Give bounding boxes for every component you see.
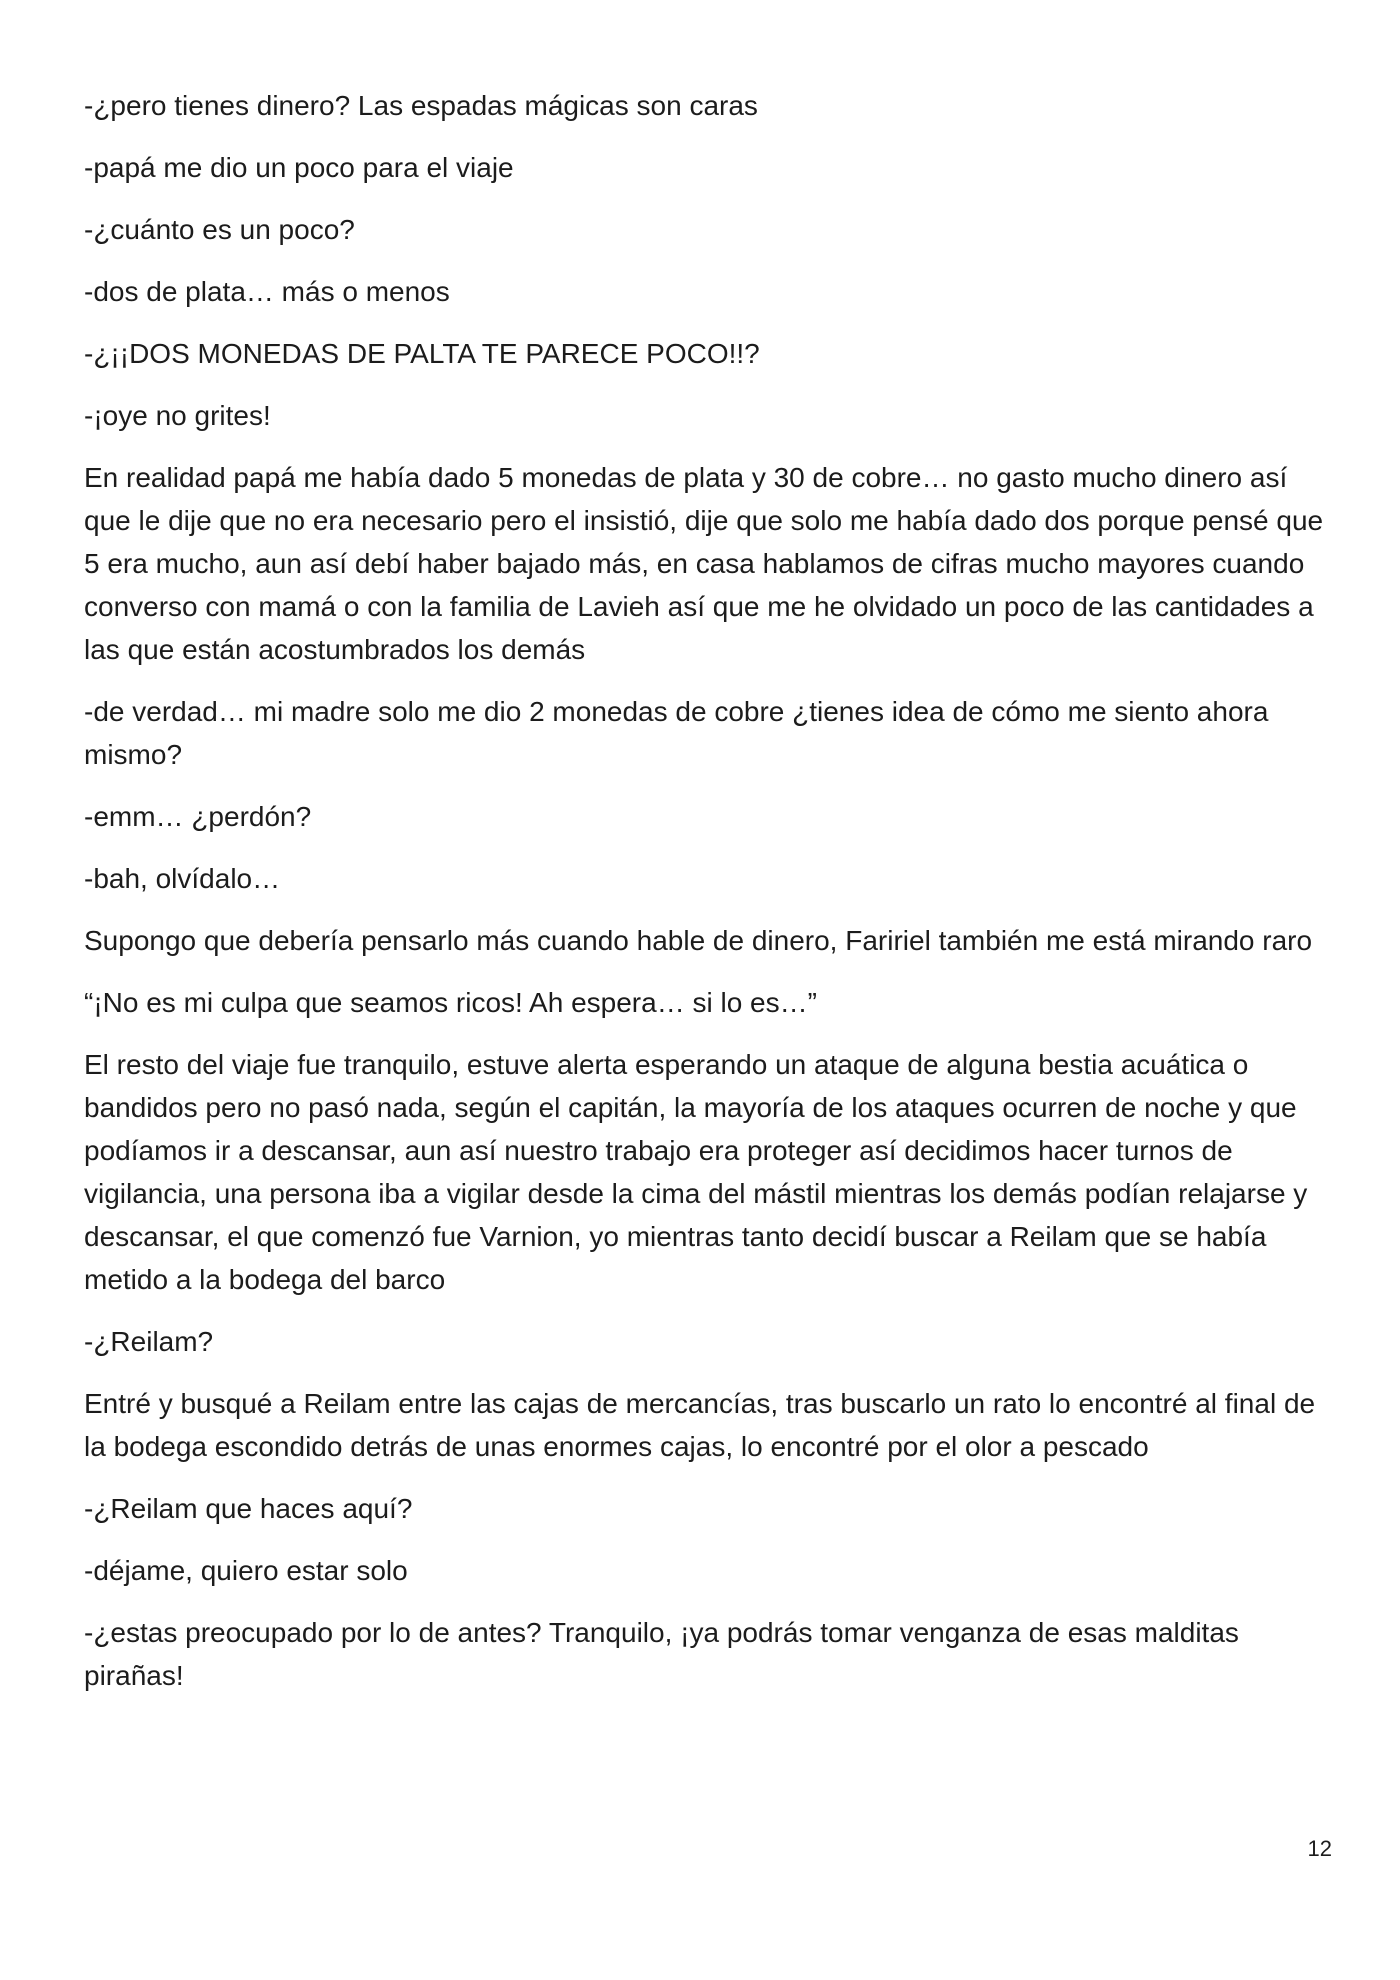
paragraph: -¡oye no grites! <box>84 400 271 431</box>
paragraph: En realidad papá me había dado 5 monedas de plata y 30 de cobre… no gasto mucho dinero así que le dije que no era necesario pero el insistió, dije que solo me había dado dos porque pensé que 5 era mucho, aun así debí haber bajado más, en casa hablamos de cifras mucho mayores cuando converso con mamá o con la familia de Lavieh así que me he olvidado un poco de las cantidades a las que están acostumbrados los demás <box>84 462 1324 665</box>
paragraph: El resto del viaje fue tranquilo, estuve alerta esperando un ataque de alguna bestia acuática o bandidos pero no pasó nada, según el capitán, la mayoría de los ataques ocurren de noche y que podíamos ir a descansar, aun así nuestro trabajo era proteger así decidimos hacer turnos de vigilancia, una persona iba a vigilar desde la cima del mástil mientras los demás podían relajarse y descansar, el que comenzó fue Varnion, yo mientras tanto decidí buscar a Reilam que se había metido a la bodega del barco <box>84 1049 1308 1295</box>
paragraph: -¿estas preocupado por lo de antes? Tranquilo, ¡ya podrás tomar venganza de esas malditas pirañas! <box>84 1617 1239 1691</box>
paragraph: -papá me dio un poco para el viaje <box>84 152 514 183</box>
paragraph: -¿Reilam que haces aquí? <box>84 1493 413 1524</box>
paragraph: Supongo que debería pensarlo más cuando hable de dinero, Faririel también me está mirando raro <box>84 925 1313 956</box>
paragraph: -¿pero tienes dinero? Las espadas mágicas son caras <box>84 90 758 121</box>
paragraph: -¿¡¡DOS MONEDAS DE PALTA TE PARECE POCO!!? <box>84 338 760 369</box>
body-text <box>84 84 1324 1716</box>
paragraph: -déjame, quiero estar solo <box>84 1555 408 1586</box>
paragraph: -¿cuánto es un poco? <box>84 214 355 245</box>
page-number: 12 <box>1307 1836 1332 1861</box>
paragraph: -bah, olvídalo… <box>84 863 281 894</box>
paragraph: Entré y busqué a Reilam entre las cajas de mercancías, tras buscarlo un rato lo encontré al final de la bodega escondido detrás de unas enormes cajas, lo encontré por el olor a pescado <box>84 1388 1316 1462</box>
paragraph: -dos de plata… más o menos <box>84 276 450 307</box>
paragraph: -¿Reilam? <box>84 1326 214 1357</box>
paragraph: “¡No es mi culpa que seamos ricos! Ah espera… si lo es…” <box>84 987 817 1018</box>
paragraph: -de verdad… mi madre solo me dio 2 monedas de cobre ¿tienes idea de cómo me siento ahora mismo? <box>84 696 1269 770</box>
paragraph: -emm… ¿perdón? <box>84 801 312 832</box>
